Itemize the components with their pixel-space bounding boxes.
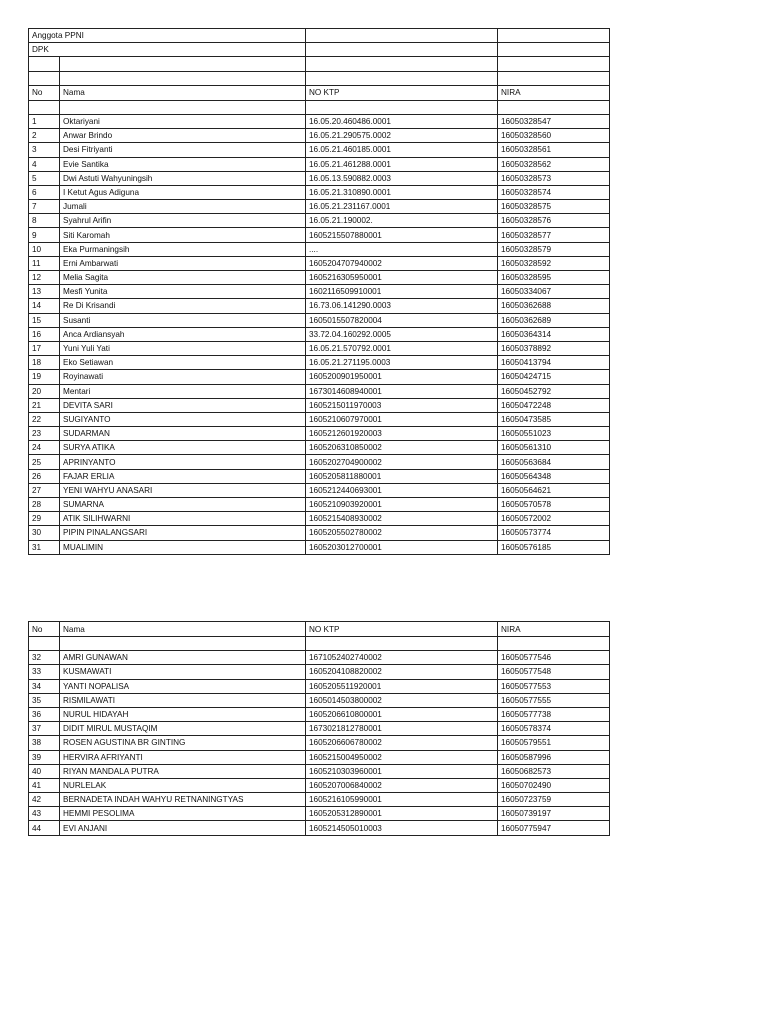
table-row xyxy=(29,157,610,171)
cell-ktp[interactable]: 16.05.21.461288.0001 xyxy=(306,157,498,171)
table-row xyxy=(29,679,610,693)
cell-no[interactable]: 39 xyxy=(29,750,60,764)
cell-nira[interactable]: 16050577555 xyxy=(498,693,610,707)
empty-cell[interactable] xyxy=(60,637,306,651)
header-ktp[interactable]: NO KTP xyxy=(306,622,498,637)
cell-nira[interactable]: 16050328560 xyxy=(498,129,610,143)
cell-nama[interactable]: BERNADETA INDAH WAHYU RETNANINGTYAS xyxy=(60,793,306,807)
cell-ktp[interactable]: 1605200901950001 xyxy=(306,370,498,384)
cell-no[interactable]: 3 xyxy=(29,143,60,157)
cell-no[interactable]: 14 xyxy=(29,299,60,313)
cell-ktp[interactable]: 16.05.21.570792.0001 xyxy=(306,341,498,355)
cell-nira[interactable]: 16050577553 xyxy=(498,679,610,693)
cell-ktp[interactable]: 1605205312890001 xyxy=(306,807,498,821)
cell-no[interactable]: 22 xyxy=(29,412,60,426)
cell-ktp[interactable]: 1605215011970003 xyxy=(306,398,498,412)
cell-no[interactable]: 15 xyxy=(29,313,60,327)
member-table-2 xyxy=(28,621,610,836)
cell-ktp[interactable]: 16.05.21.231167.0001 xyxy=(306,200,498,214)
cell-nira[interactable]: 16050362689 xyxy=(498,313,610,327)
cell-nira[interactable]: 16050573774 xyxy=(498,526,610,540)
cell-nama[interactable]: RISMILAWATI xyxy=(60,693,306,707)
cell-nama[interactable]: RIYAN MANDALA PUTRA xyxy=(60,764,306,778)
table-row xyxy=(29,171,610,185)
empty-cell[interactable] xyxy=(306,57,498,71)
cell-no[interactable]: 7 xyxy=(29,200,60,214)
cell-nira[interactable]: 16050775947 xyxy=(498,821,610,835)
dpk-row xyxy=(29,43,610,57)
cell-ktp[interactable]: 1605203012700001 xyxy=(306,540,498,554)
cell-nira[interactable]: 16050577548 xyxy=(498,665,610,679)
cell-nama[interactable]: HEMMI PESOLIMA xyxy=(60,807,306,821)
cell-nira[interactable]: 16050413794 xyxy=(498,356,610,370)
cell-nira[interactable]: 16050364314 xyxy=(498,327,610,341)
cell-ktp[interactable]: 1605015507820004 xyxy=(306,313,498,327)
cell-nira[interactable]: 16050328573 xyxy=(498,171,610,185)
cell-no[interactable]: 27 xyxy=(29,483,60,497)
header-ktp[interactable]: NO KTP xyxy=(306,85,498,100)
cell-nama[interactable]: APRINYANTO xyxy=(60,455,306,469)
cell-nama[interactable]: EVI ANJANI xyxy=(60,821,306,835)
table-row xyxy=(29,129,610,143)
cell-nama[interactable]: Jumali xyxy=(60,200,306,214)
cell-no[interactable]: 13 xyxy=(29,285,60,299)
cell-nama[interactable]: Yuni Yuli Yati xyxy=(60,341,306,355)
cell-nama[interactable]: Royinawati xyxy=(60,370,306,384)
cell-nira[interactable]: 16050328562 xyxy=(498,157,610,171)
table-row xyxy=(29,764,610,778)
cell-nama[interactable]: Syahrul Arifin xyxy=(60,214,306,228)
cell-nira[interactable]: 16050577546 xyxy=(498,651,610,665)
cell-no[interactable]: 2 xyxy=(29,129,60,143)
empty-cell[interactable] xyxy=(498,100,610,114)
empty-cell[interactable] xyxy=(60,100,306,114)
cell-nira[interactable]: 16050452792 xyxy=(498,384,610,398)
cell-no[interactable]: 24 xyxy=(29,441,60,455)
cell-nama[interactable]: YENI WAHYU ANASARI xyxy=(60,483,306,497)
header-row xyxy=(29,622,610,637)
header-nira[interactable]: NIRA xyxy=(498,85,610,100)
table-row xyxy=(29,540,610,554)
cell-no[interactable]: 25 xyxy=(29,455,60,469)
cell-ktp[interactable]: 1605215408930002 xyxy=(306,512,498,526)
cell-no[interactable]: 19 xyxy=(29,370,60,384)
empty-cell[interactable] xyxy=(498,637,610,651)
title-row xyxy=(29,29,610,43)
cell-nama[interactable]: I Ketut Agus Adiguna xyxy=(60,185,306,199)
cell-nira[interactable]: 16050328561 xyxy=(498,143,610,157)
table-row xyxy=(29,256,610,270)
empty-cell[interactable] xyxy=(29,57,60,71)
table-row xyxy=(29,299,610,313)
cell-nama[interactable]: NURUL HIDAYAH xyxy=(60,707,306,721)
cell-ktp[interactable]: 1605210607970001 xyxy=(306,412,498,426)
cell-ktp[interactable]: 1605210303960001 xyxy=(306,764,498,778)
cell-no[interactable]: 20 xyxy=(29,384,60,398)
cell-no[interactable]: 10 xyxy=(29,242,60,256)
cell-no[interactable]: 17 xyxy=(29,341,60,355)
cell-nama[interactable]: DEVITA SARI xyxy=(60,398,306,412)
cell-nira[interactable]: 16050328575 xyxy=(498,200,610,214)
cell-ktp[interactable]: 1605210903920001 xyxy=(306,498,498,512)
cell-no[interactable]: 29 xyxy=(29,512,60,526)
cell-nama[interactable]: Siti Karomah xyxy=(60,228,306,242)
header-nira[interactable]: NIRA xyxy=(498,622,610,637)
header-row xyxy=(29,85,610,100)
table-row xyxy=(29,384,610,398)
cell-no[interactable]: 8 xyxy=(29,214,60,228)
cell-ktp[interactable]: 16.05.21.190002. xyxy=(306,214,498,228)
cell-nira[interactable]: 16050682573 xyxy=(498,764,610,778)
cell-ktp[interactable]: 16.73.06.141290.0003 xyxy=(306,299,498,313)
cell-nira[interactable]: 16050328592 xyxy=(498,256,610,270)
cell-ktp[interactable]: 1673014608940001 xyxy=(306,384,498,398)
cell-ktp[interactable]: .... xyxy=(306,242,498,256)
cell-ktp[interactable]: 1605216105990001 xyxy=(306,793,498,807)
cell-nama[interactable]: MUALIMIN xyxy=(60,540,306,554)
cell-ktp[interactable]: 1605212440693001 xyxy=(306,483,498,497)
cell-no[interactable]: 33 xyxy=(29,665,60,679)
cell-no[interactable]: 30 xyxy=(29,526,60,540)
cell-no[interactable]: 43 xyxy=(29,807,60,821)
table-row xyxy=(29,498,610,512)
cell-ktp[interactable]: 1605205511920001 xyxy=(306,679,498,693)
empty-cell[interactable] xyxy=(498,57,610,71)
cell-nama[interactable]: YANTI NOPALISA xyxy=(60,679,306,693)
cell-ktp[interactable]: 1605206610800001 xyxy=(306,707,498,721)
cell-nira[interactable]: 16050362688 xyxy=(498,299,610,313)
empty-cell[interactable] xyxy=(306,100,498,114)
table-row xyxy=(29,341,610,355)
cell-nira[interactable]: 16050579551 xyxy=(498,736,610,750)
cell-ktp[interactable]: 1605215004950002 xyxy=(306,750,498,764)
cell-no[interactable]: 1 xyxy=(29,114,60,128)
cell-nama[interactable]: Erni Ambarwati xyxy=(60,256,306,270)
table-row xyxy=(29,665,610,679)
cell-ktp[interactable]: 16.05.21.290575.0002 xyxy=(306,129,498,143)
cell-nama[interactable]: FAJAR ERLIA xyxy=(60,469,306,483)
cell-nama[interactable]: NURLELAK xyxy=(60,778,306,792)
cell-nira[interactable]: 16050577738 xyxy=(498,707,610,721)
cell-nira[interactable]: 16050551023 xyxy=(498,427,610,441)
cell-ktp[interactable]: 1602116509910001 xyxy=(306,285,498,299)
cell-no[interactable]: 21 xyxy=(29,398,60,412)
cell-nama[interactable]: DIDIT MIRUL MUSTAQIM xyxy=(60,722,306,736)
cell-ktp[interactable]: 1605206606780002 xyxy=(306,736,498,750)
cell-nira[interactable]: 16050572002 xyxy=(498,512,610,526)
cell-nira[interactable]: 16050378892 xyxy=(498,341,610,355)
table-row xyxy=(29,707,610,721)
table-row xyxy=(29,185,610,199)
cell-no[interactable]: 6 xyxy=(29,185,60,199)
table-row xyxy=(29,114,610,128)
cell-no[interactable]: 42 xyxy=(29,793,60,807)
cell-ktp[interactable]: 1605205811880001 xyxy=(306,469,498,483)
cell-nama[interactable]: Mentari xyxy=(60,384,306,398)
table-row xyxy=(29,327,610,341)
cell-nira[interactable]: 16050472248 xyxy=(498,398,610,412)
empty-cell[interactable] xyxy=(498,71,610,85)
table-row xyxy=(29,242,610,256)
cell-nira[interactable]: 16050424715 xyxy=(498,370,610,384)
member-rows-2 xyxy=(29,651,610,835)
cell-nama[interactable]: Evie Santika xyxy=(60,157,306,171)
cell-nama[interactable]: Eka Purmaningsih xyxy=(60,242,306,256)
table-row xyxy=(29,271,610,285)
table-row xyxy=(29,512,610,526)
cell-no[interactable]: 18 xyxy=(29,356,60,370)
cell-nira[interactable]: 16050570578 xyxy=(498,498,610,512)
empty-cell[interactable] xyxy=(29,637,60,651)
empty-cell[interactable] xyxy=(306,29,498,43)
cell-nama[interactable]: SUMARNA xyxy=(60,498,306,512)
cell-no[interactable]: 44 xyxy=(29,821,60,835)
cell-ktp[interactable]: 1605216305950001 xyxy=(306,271,498,285)
cell-nira[interactable]: 16050328595 xyxy=(498,271,610,285)
header-no[interactable]: No xyxy=(29,85,60,100)
cell-nama[interactable]: Oktariyani xyxy=(60,114,306,128)
dpk-label[interactable]: DPK xyxy=(29,43,306,57)
cell-nira[interactable]: 16050578374 xyxy=(498,722,610,736)
table-row xyxy=(29,214,610,228)
table-row xyxy=(29,398,610,412)
cell-nama[interactable]: ATIK SILIHWARNI xyxy=(60,512,306,526)
cell-ktp[interactable]: 16.05.21.310890.0001 xyxy=(306,185,498,199)
table-row xyxy=(29,793,610,807)
cell-no[interactable]: 38 xyxy=(29,736,60,750)
table-row xyxy=(29,778,610,792)
table-row xyxy=(29,313,610,327)
cell-nira[interactable]: 16050563684 xyxy=(498,455,610,469)
header-nama[interactable]: Nama xyxy=(60,622,306,637)
member-table-1 xyxy=(28,28,610,555)
table-row xyxy=(29,469,610,483)
empty-cell[interactable] xyxy=(29,71,60,85)
table-row xyxy=(29,200,610,214)
cell-ktp[interactable]: 1605202704900002 xyxy=(306,455,498,469)
blank-row xyxy=(29,71,610,85)
blank-row xyxy=(29,57,610,71)
cell-no[interactable]: 5 xyxy=(29,171,60,185)
table-row xyxy=(29,427,610,441)
cell-nama[interactable]: HERVIRA AFRIYANTI xyxy=(60,750,306,764)
cell-ktp[interactable]: 1671052402740002 xyxy=(306,651,498,665)
cell-nama[interactable]: SURYA ATIKA xyxy=(60,441,306,455)
blank-row xyxy=(29,637,610,651)
cell-nira[interactable]: 16050328579 xyxy=(498,242,610,256)
table-row xyxy=(29,143,610,157)
table-row xyxy=(29,722,610,736)
table-row xyxy=(29,807,610,821)
cell-nama[interactable]: Anca Ardiansyah xyxy=(60,327,306,341)
cell-ktp[interactable]: 16.05.21.271195.0003 xyxy=(306,356,498,370)
cell-ktp[interactable]: 1605214505010003 xyxy=(306,821,498,835)
cell-no[interactable]: 4 xyxy=(29,157,60,171)
empty-cell[interactable] xyxy=(306,637,498,651)
cell-nama[interactable]: Dwi Astuti Wahyuningsih xyxy=(60,171,306,185)
cell-no[interactable]: 40 xyxy=(29,764,60,778)
cell-nira[interactable]: 16050564621 xyxy=(498,483,610,497)
cell-ktp[interactable]: 33.72.04.160292.0005 xyxy=(306,327,498,341)
cell-nira[interactable]: 16050328577 xyxy=(498,228,610,242)
cell-nama[interactable]: Mesfi Yunita xyxy=(60,285,306,299)
table-row xyxy=(29,693,610,707)
cell-nira[interactable]: 16050328574 xyxy=(498,185,610,199)
cell-ktp[interactable]: 16.05.20.460486.0001 xyxy=(306,114,498,128)
cell-nira[interactable]: 16050723759 xyxy=(498,793,610,807)
cell-no[interactable]: 12 xyxy=(29,271,60,285)
table-row xyxy=(29,736,610,750)
empty-cell[interactable] xyxy=(306,71,498,85)
empty-cell[interactable] xyxy=(498,43,610,57)
table-row xyxy=(29,370,610,384)
table-row xyxy=(29,441,610,455)
cell-nama[interactable]: SUGIYANTO xyxy=(60,412,306,426)
cell-no[interactable]: 9 xyxy=(29,228,60,242)
cell-nira[interactable]: 16050334067 xyxy=(498,285,610,299)
cell-nama[interactable]: Re Di Krisandi xyxy=(60,299,306,313)
cell-nama[interactable]: Desi Fitriyanti xyxy=(60,143,306,157)
cell-nama[interactable]: PIPIN PINALANGSARI xyxy=(60,526,306,540)
cell-no[interactable]: 32 xyxy=(29,651,60,665)
empty-cell[interactable] xyxy=(29,100,60,114)
table-row xyxy=(29,651,610,665)
blank-row xyxy=(29,100,610,114)
cell-no[interactable]: 41 xyxy=(29,778,60,792)
empty-cell[interactable] xyxy=(306,43,498,57)
cell-nira[interactable]: 16050328547 xyxy=(498,114,610,128)
cell-nama[interactable]: Eko Setiawan xyxy=(60,356,306,370)
table-row xyxy=(29,285,610,299)
empty-cell[interactable] xyxy=(60,57,306,71)
table-row xyxy=(29,356,610,370)
table-row xyxy=(29,526,610,540)
cell-no[interactable]: 26 xyxy=(29,469,60,483)
cell-no[interactable]: 35 xyxy=(29,693,60,707)
header-no[interactable]: No xyxy=(29,622,60,637)
sheet-title[interactable]: Anggota PPNI xyxy=(29,29,306,43)
cell-ktp[interactable]: 1673021812780001 xyxy=(306,722,498,736)
cell-no[interactable]: 23 xyxy=(29,427,60,441)
cell-nama[interactable]: Melia Sagita xyxy=(60,271,306,285)
cell-nama[interactable]: ROSEN AGUSTINA BR GINTING xyxy=(60,736,306,750)
cell-no[interactable]: 37 xyxy=(29,722,60,736)
cell-no[interactable]: 34 xyxy=(29,679,60,693)
cell-ktp[interactable]: 1605014503800002 xyxy=(306,693,498,707)
table-row xyxy=(29,821,610,835)
cell-nira[interactable]: 16050702490 xyxy=(498,778,610,792)
cell-no[interactable]: 28 xyxy=(29,498,60,512)
cell-nama[interactable]: SUDARMAN xyxy=(60,427,306,441)
cell-nira[interactable]: 16050576185 xyxy=(498,540,610,554)
cell-no[interactable]: 16 xyxy=(29,327,60,341)
table-row xyxy=(29,455,610,469)
cell-ktp[interactable]: 16.05.13.590882.0003 xyxy=(306,171,498,185)
cell-nira[interactable]: 16050328576 xyxy=(498,214,610,228)
cell-nira[interactable]: 16050564348 xyxy=(498,469,610,483)
cell-ktp[interactable]: 1605206310850002 xyxy=(306,441,498,455)
cell-ktp[interactable]: 16.05.21.460185.0001 xyxy=(306,143,498,157)
header-nama[interactable]: Nama xyxy=(60,85,306,100)
cell-nira[interactable]: 16050587996 xyxy=(498,750,610,764)
cell-ktp[interactable]: 1605207006840002 xyxy=(306,778,498,792)
cell-nama[interactable]: Anwar Brindo xyxy=(60,129,306,143)
table-row xyxy=(29,750,610,764)
cell-nira[interactable]: 16050561310 xyxy=(498,441,610,455)
cell-no[interactable]: 36 xyxy=(29,707,60,721)
cell-nira[interactable]: 16050739197 xyxy=(498,807,610,821)
member-rows-1 xyxy=(29,114,610,554)
cell-ktp[interactable]: 1605215507880001 xyxy=(306,228,498,242)
cell-ktp[interactable]: 1605212601920003 xyxy=(306,427,498,441)
cell-nira[interactable]: 16050473585 xyxy=(498,412,610,426)
cell-nama[interactable]: KUSMAWATI xyxy=(60,665,306,679)
table-row xyxy=(29,228,610,242)
table-row xyxy=(29,412,610,426)
cell-ktp[interactable]: 1605204707940002 xyxy=(306,256,498,270)
cell-nama[interactable]: Susanti xyxy=(60,313,306,327)
cell-ktp[interactable]: 1605204108820002 xyxy=(306,665,498,679)
cell-ktp[interactable]: 1605205502780002 xyxy=(306,526,498,540)
table-row xyxy=(29,483,610,497)
empty-cell[interactable] xyxy=(60,71,306,85)
cell-nama[interactable]: AMRI GUNAWAN xyxy=(60,651,306,665)
cell-no[interactable]: 31 xyxy=(29,540,60,554)
empty-cell[interactable] xyxy=(498,29,610,43)
cell-no[interactable]: 11 xyxy=(29,256,60,270)
